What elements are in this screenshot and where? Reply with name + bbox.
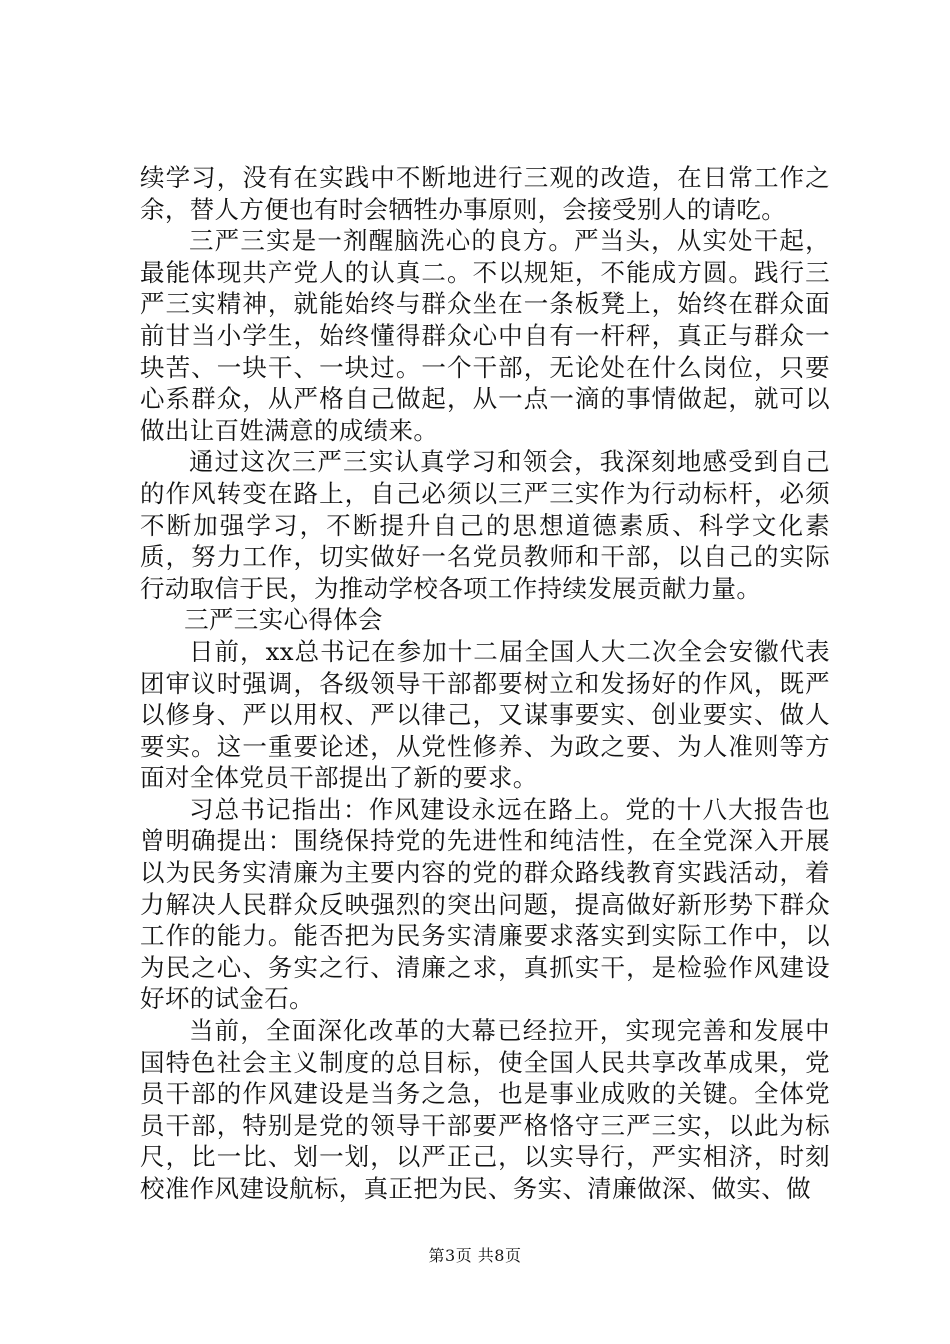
paragraph-three-strict-remedy: 三严三实是一剂醒脑洗心的良方。严当头，从实处干起，最能体现共产党人的认真二。不以规矩，不能成方圆。践行三严三实精神，就能始终与群众坐在一条板凳上，始终在群众面前甘当小学生，始终懂得群众心中自有一杆秤，真正与群众一块苦、一块干、一块过。一个干部，无论处在什么岗位，只要心系群众，从严格自己做起，从一点一滴的事情做起，就可以做出让百姓满意的成绩来。 [140, 226, 830, 445]
paragraph-study-reflection: 通过这次三严三实认真学习和领会，我深刻地感受到自己的作风转变在路上，自己必须以三严三实作为行动标杆，必须不断加强学习，不断提升自己的思想道德素质、科学文化素质，努力工作，切实做好一名党员教师和干部，以自己的实际行动取信于民，为推动学校各项工作持续发展贡献力量。 [140, 447, 830, 603]
document-body [140, 162, 830, 1205]
section-heading: 三严三实心得体会 [184, 605, 383, 635]
paragraph-recent-remarks: 日前，xx总书记在参加十二届全国人大二次全会安徽代表团审议时强调，各级领导干部都要树立和发扬好的作风，既严以修身、严以用权、严以律己，又谋事要实、创业要实、做人要实。这一重要论述，从党性修养、为政之要、为人准则等方面对全体党员干部提出了新的要求。 [140, 636, 830, 793]
page-footer: 第3页 共8页 [428, 1246, 522, 1265]
paragraph-deepening-reform: 当前，全面深化改革的大幕已经拉开，实现完善和发展中国特色社会主义制度的总目标，使全国人民共享改革成果，党员干部的作风建设是当务之急，也是事业成败的关键。全体党员干部，特别是党的领导干部要严格恪守三严三实，以此为标尺，比一比、划一划，以严正己，以实导行，严实相济，时刻校准作风建设航标，真正把为民、务实、清廉做深、做实、做 [140, 1016, 830, 1203]
paragraph-style-building: 习总书记指出：作风建设永远在路上。党的十八大报告也曾明确提出：围绕保持党的先进性和纯洁性，在全党深入开展以为民务实清廉为主要内容的党的群众路线教育实践活动，着力解决人民群众反映强烈的突出问题，提高做好新形势下群众工作的能力。能否把为民务实清廉要求落实到实际工作中，以为民之心、务实之行、清廉之求，真抓实干，是检验作风建设好坏的试金石。 [140, 794, 830, 1014]
paragraph-continuation: 续学习，没有在实践中不断地进行三观的改造，在日常工作之余，替人方便也有时会牺牲办事原则，会接受别人的请吃。 [140, 163, 830, 224]
